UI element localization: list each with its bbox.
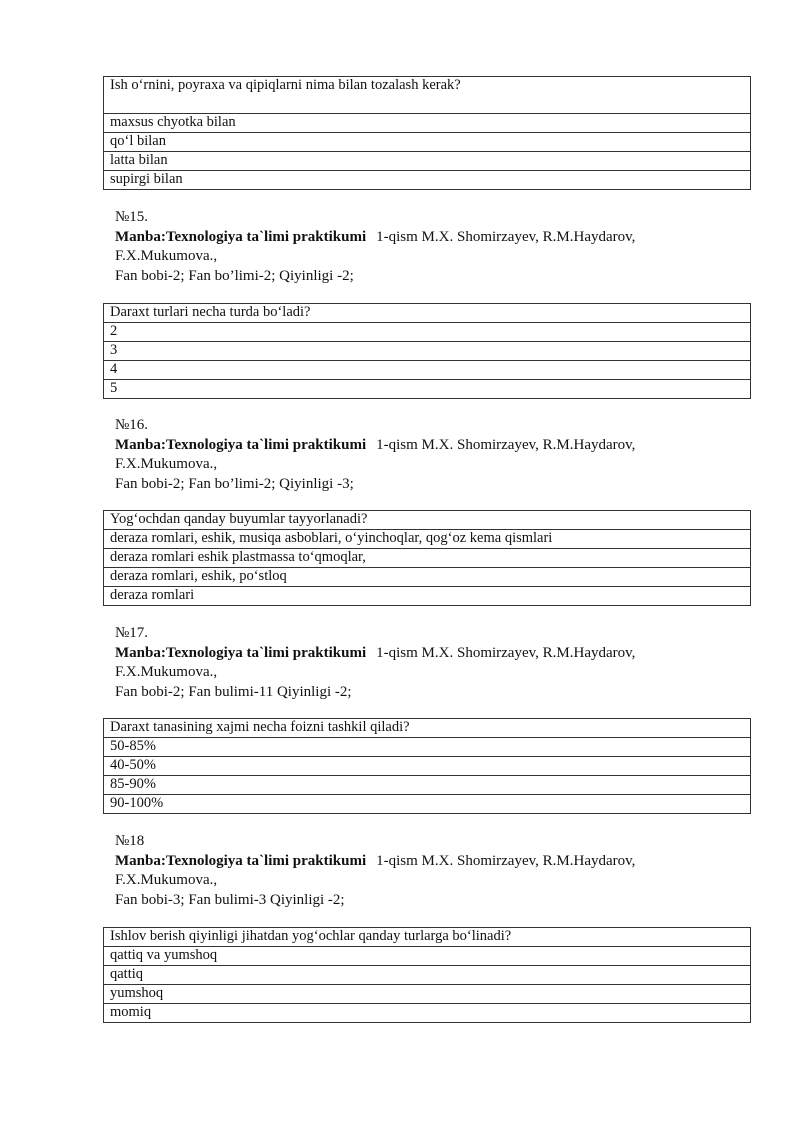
answer-option: 3 [104, 342, 751, 361]
source-authors: 1-qism M.X. Shomirzayev, R.M.Haydarov, [376, 228, 636, 245]
question-table [103, 510, 751, 606]
answer-option: qattiq va yumshoq [104, 947, 751, 966]
answer-option: qattiq [104, 966, 751, 985]
question-number: №15. [115, 209, 149, 225]
question-meta [115, 416, 755, 494]
section-info: Fan bobi-2; Fan bo’limi-2; Qiyinligi -3; [115, 475, 354, 492]
answer-option: 2 [104, 323, 751, 342]
source-authors: 1-qism M.X. Shomirzayev, R.M.Haydarov, [376, 644, 636, 661]
source-label: Manba:Texnologiya ta`limi praktikumi [115, 228, 367, 245]
answer-option: 40-50% [104, 757, 751, 776]
question-number: №17. [115, 625, 149, 641]
answer-option: 85-90% [104, 776, 751, 795]
source-label: Manba:Texnologiya ta`limi praktikumi [115, 644, 367, 661]
question-meta [115, 832, 755, 910]
question-text: Daraxt tanasining xajmi necha foizni tashkil qiladi? [104, 719, 751, 738]
answer-option: supirgi bilan [104, 171, 751, 190]
question-number: №16. [115, 417, 149, 433]
source-authors-cont: F.X.Mukumova., [115, 248, 218, 264]
answer-option: 4 [104, 361, 751, 380]
answer-option: momiq [104, 1004, 751, 1023]
question-table [103, 303, 751, 399]
answer-option: deraza romlari [104, 587, 751, 606]
question-number: №18 [115, 833, 145, 849]
answer-option: qo‘l bilan [104, 133, 751, 152]
section-info: Fan bobi-3; Fan bulimi-3 Qiyinligi -2; [115, 891, 345, 908]
answer-option: maxsus chyotka bilan [104, 114, 751, 133]
question-text: Yog‘ochdan qanday buyumlar tayyorlanadi? [104, 511, 751, 530]
source-authors: 1-qism M.X. Shomirzayev, R.M.Haydarov, [376, 852, 636, 869]
source-label: Manba:Texnologiya ta`limi praktikumi [115, 436, 367, 453]
question-text: Ishlov berish qiyinligi jihatdan yog‘ochlar qanday turlarga bo‘linadi? [104, 928, 751, 947]
question-table [103, 76, 751, 190]
answer-option: 90-100% [104, 795, 751, 814]
answer-option: deraza romlari eshik plastmassa to‘qmoqlar, [104, 549, 751, 568]
source-authors-cont: F.X.Mukumova., [115, 664, 218, 680]
source-authors-cont: F.X.Mukumova., [115, 456, 218, 472]
section-info: Fan bobi-2; Fan bulimi-11 Qiyinligi -2; [115, 683, 352, 700]
answer-option: 5 [104, 380, 751, 399]
question-text: Ish o‘rnini, poyraxa va qipiqlarni nima bilan tozalash kerak? [104, 77, 751, 114]
source-authors: 1-qism M.X. Shomirzayev, R.M.Haydarov, [376, 436, 636, 453]
source-authors-cont: F.X.Mukumova., [115, 872, 218, 888]
answer-option: latta bilan [104, 152, 751, 171]
answer-option: deraza romlari, eshik, musiqa asboblari, o‘yinchoqlar, qog‘oz kema qismlari [104, 530, 751, 549]
source-label: Manba:Texnologiya ta`limi praktikumi [115, 852, 367, 869]
answer-option: 50-85% [104, 738, 751, 757]
question-text: Daraxt turlari necha turda bo‘ladi? [104, 304, 751, 323]
question-meta [115, 624, 755, 702]
question-table [103, 927, 751, 1023]
answer-option: deraza romlari, eshik, po‘stloq [104, 568, 751, 587]
question-meta [115, 208, 755, 286]
question-table [103, 718, 751, 814]
section-info: Fan bobi-2; Fan bo’limi-2; Qiyinligi -2; [115, 267, 354, 284]
answer-option: yumshoq [104, 985, 751, 1004]
